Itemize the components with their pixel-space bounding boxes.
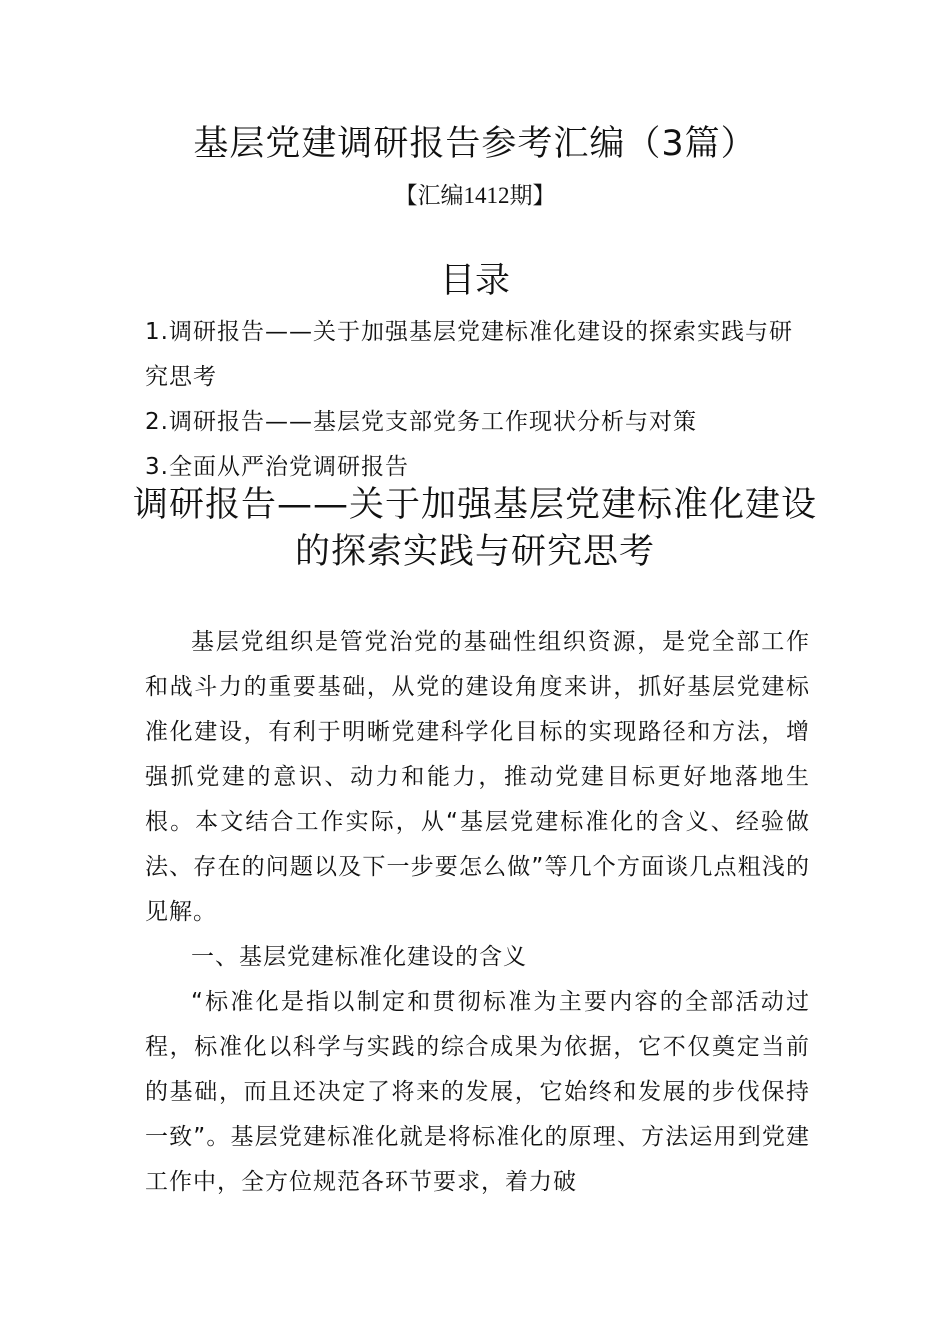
body-text <box>145 620 810 1205</box>
toc-item: 2.调研报告——基层党支部党务工作现状分析与对策 <box>145 409 697 435</box>
section-title: 调研报告——关于加强基层党建标准化建设的探索实践与研究思考 <box>132 485 817 572</box>
document-subtitle: 【汇编1412期】 <box>394 183 556 208</box>
section-heading: 一、基层党建标准化建设的含义 <box>191 944 527 970</box>
table-of-contents <box>145 310 810 490</box>
paragraph: 基层党组织是管党治党的基础性组织资源，是党全部工作和战斗力的重要基础，从党的建设角度来讲，抓好基层党建标准化建设，有利于明晰党建科学化目标的实现路径和方法，增强抓党建的意识、动力和能力，推动党建目标更好地落地生根。本文结合工作实际，从“基层党建标准化的含义、经验做法、存在的问题以及下一步要怎么做”等几个方面谈几点粗浅的见解。 <box>145 629 810 925</box>
paragraph: “标准化是指以制定和贯彻标准为主要内容的全部活动过程，标准化以科学与实践的综合成果为依据，它不仅奠定当前的基础，而且还决定了将来的发展，它始终和发展的步伐保持一致”。基层党建标准化就是将标准化的原理、方法运用到党建工作中，全方位规范各环节要求，着力破 <box>145 989 810 1195</box>
toc-item: 1.调研报告——关于加强基层党建标准化建设的探索实践与研究思考 <box>145 319 793 390</box>
document-title: 基层党建调研报告参考汇编（3篇） <box>193 124 757 164</box>
toc-item: 3.全面从严治党调研报告 <box>145 454 409 480</box>
toc-heading: 目录 <box>439 261 510 301</box>
